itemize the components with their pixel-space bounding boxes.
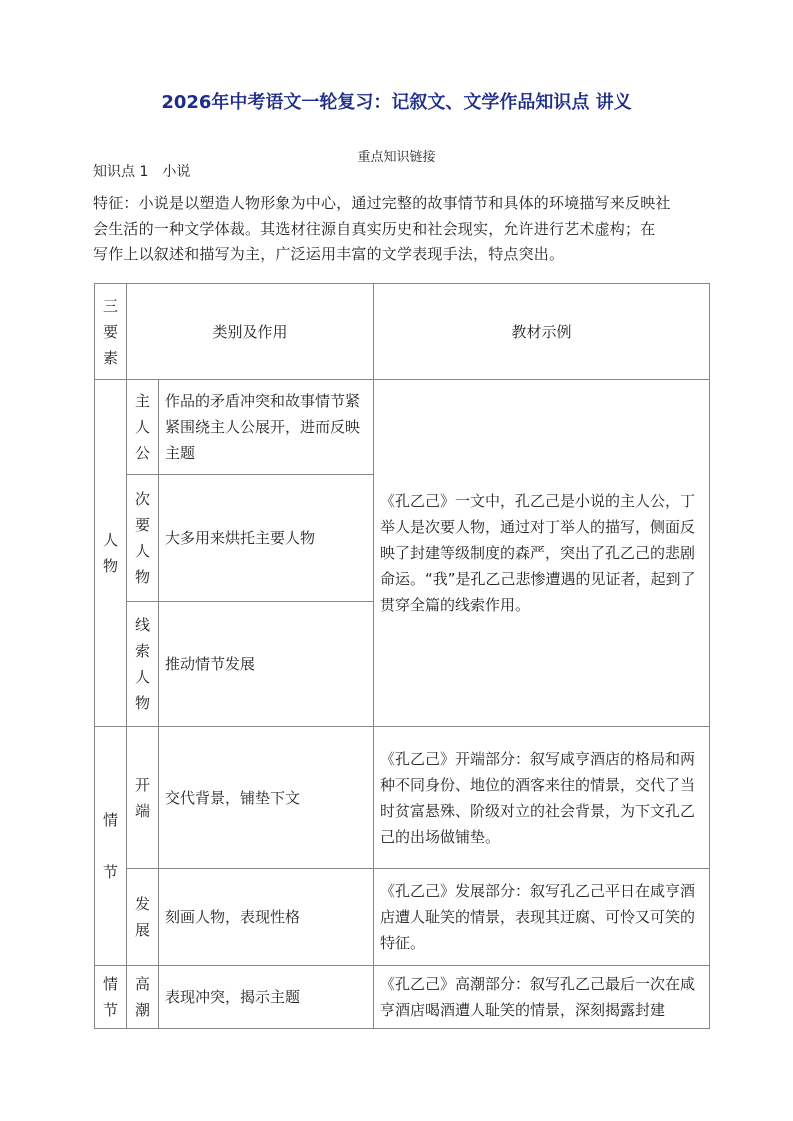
knowledge-point-heading	[93, 161, 190, 181]
role-secondary-character: 大多用来烘托主要人物	[159, 475, 374, 602]
intro-line: 特征：小说是以塑造人物形象为中心，通过完整的故事情节和具体的环境描写来反映社	[93, 194, 671, 212]
category-secondary-character: 次 要 人 物	[127, 475, 159, 602]
knowledge-point-topic: 小说	[162, 164, 191, 180]
role-development: 刻画人物，表现性格	[159, 869, 374, 966]
intro-line: 写作上以叙述和描写为主，广泛运用丰富的文学表现手法，特点突出。	[93, 245, 565, 263]
table-header-row	[95, 284, 710, 380]
category-protagonist: 主 人 公	[127, 380, 159, 475]
header-category-role: 类别及作用	[127, 284, 374, 380]
example-development: 《孔乙己》发展部分：叙写孔乙己平日在咸亨酒店遭人耻笑的情景，表现其迂腐、可怜又可笑的特征。	[374, 869, 710, 966]
header-three-elements: 三 要 素	[95, 284, 127, 380]
table-row	[95, 380, 710, 475]
group-label-plot-continued: 情 节	[95, 966, 127, 1029]
novel-elements-table	[94, 283, 710, 1029]
role-climax: 表现冲突，揭示主题	[159, 966, 374, 1029]
table-row	[95, 727, 710, 869]
knowledge-point-label: 知识点 1	[93, 164, 149, 180]
example-characters: 《孔乙己》一文中，孔乙己是小说的主人公，丁举人是次要人物，通过对丁举人的描写，侧面反映了封建等级制度的森严，突出了孔乙己的悲剧命运。“我”是孔乙己悲惨遭遇的见证者，起到了贯穿全篇的线索作用。	[374, 380, 710, 727]
role-protagonist: 作品的矛盾冲突和故事情节紧紧围绕主人公展开，进而反映主题	[159, 380, 374, 475]
table-row	[95, 869, 710, 966]
section-subheading: 重点知识链接	[357, 150, 436, 165]
category-development: 发 展	[127, 869, 159, 966]
category-clue-character: 线 索 人 物	[127, 602, 159, 727]
category-climax: 高 潮	[127, 966, 159, 1029]
header-textbook-example: 教材示例	[374, 284, 710, 380]
group-label-characters: 人 物	[95, 380, 127, 727]
example-opening: 《孔乙己》开端部分：叙写咸亨酒店的格局和两种不同身份、地位的酒客来往的情景，交代了当时贫富悬殊、阶级对立的社会背景，为下文孔乙己的出场做铺垫。	[374, 727, 710, 869]
document-title: 2026年中考语文一轮复习：记叙文、文学作品知识点 讲义	[161, 92, 632, 113]
intro-paragraph	[93, 191, 711, 268]
group-label-plot: 情 节	[95, 727, 127, 966]
role-clue-character: 推动情节发展	[159, 602, 374, 727]
table-row	[95, 966, 710, 1029]
category-opening: 开 端	[127, 727, 159, 869]
example-climax: 《孔乙己》高潮部分：叙写孔乙己最后一次在咸亨酒店喝酒遭人耻笑的情景，深刻揭露封建	[374, 966, 710, 1029]
intro-line: 会生活的一种文学体裁。其选材往源自真实历史和社会现实，允许进行艺术虚构；在	[93, 219, 656, 238]
role-opening: 交代背景，铺垫下文	[159, 727, 374, 869]
